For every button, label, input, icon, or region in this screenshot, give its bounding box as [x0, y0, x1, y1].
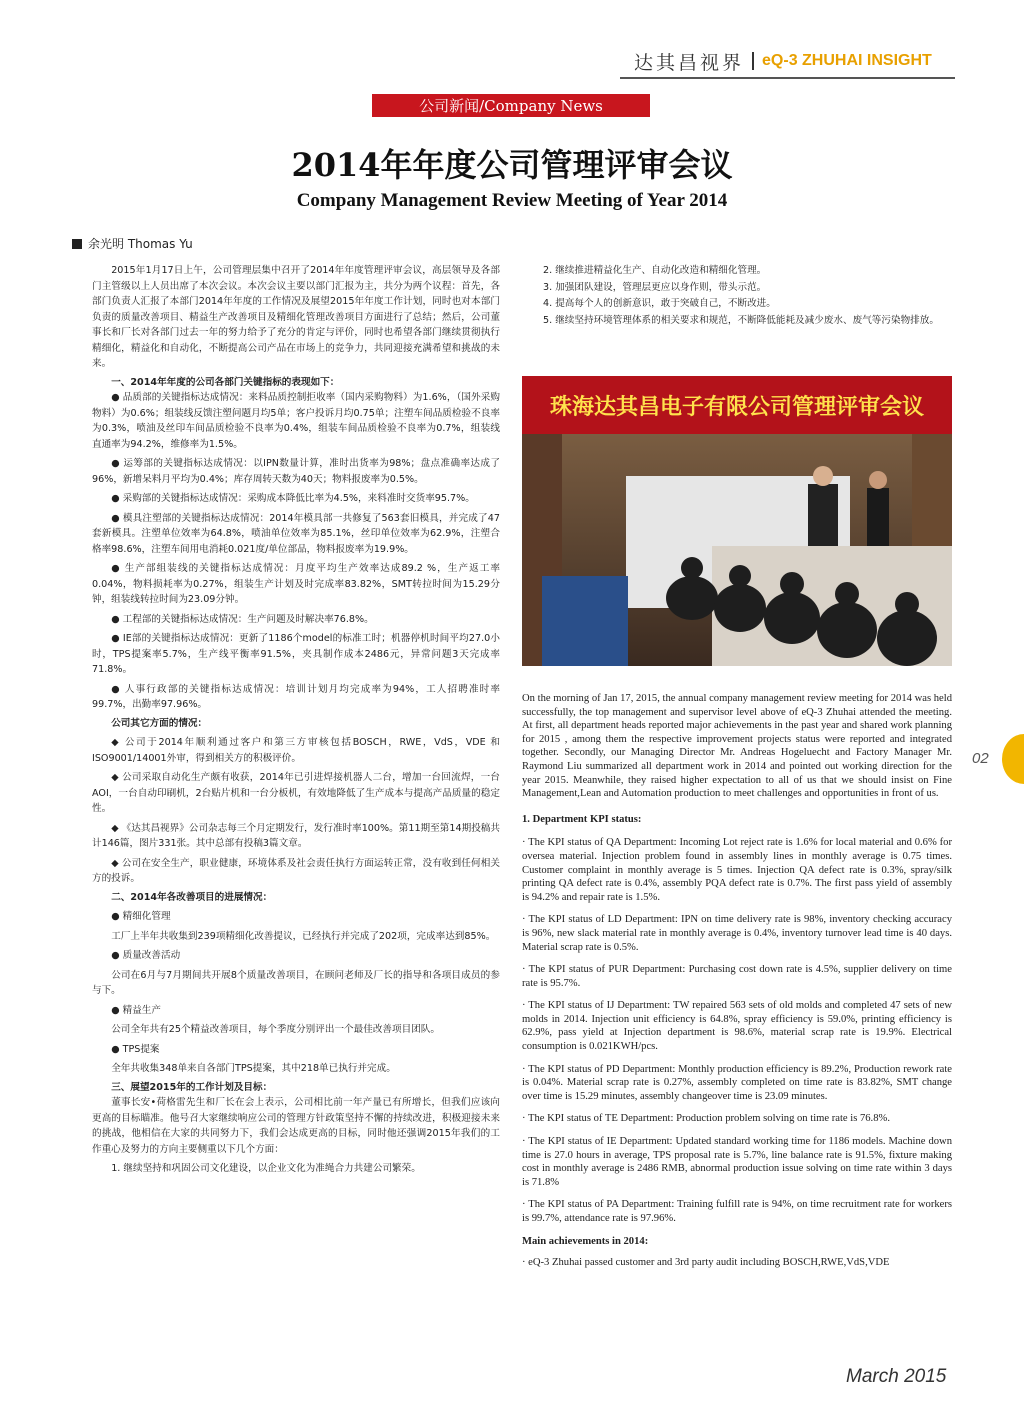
speaker-figure [867, 488, 889, 548]
author-bullet-icon [72, 239, 82, 249]
cn-plan-item: 2. 继续推进精益化生产、自动化改造和精细化管理。 [543, 265, 767, 276]
cn-paragraph: ● 品质部的关键指标达成情况：来料品质控制拒收率（国内采购物料）为1.6%，（国外采购物料）为0.6%；组装线反馈注塑问题月均5单；客户投诉月均0.75单；注塑车间品质检验不良率为0.3%，喷油及丝印车间品质检验不良率为0.4%，组装车间品质检验不良率为0.7%，组装线直通率为94.2%，维修率为1.5%。 [92, 392, 500, 450]
cn-paragraph: 1. 继续坚持和巩固公司文化建设，以企业文化为准绳合力共建公司繁荣。 [111, 1163, 421, 1174]
author-line [72, 235, 193, 252]
banner-text: 珠海达其昌电子有限公司管理评审会议 [549, 394, 925, 420]
cn-paragraph: ● 生产部组装线的关键指标达成情况：月度平均生产效率达成89.2 %，生产返工率0.04%，物料损耗率为0.27%，组装生产计划及时完成率83.82%，SMT转拉时间为15.29分钟，组装线转拉时间为23.09分钟。 [92, 563, 500, 605]
author-name: 余光明 Thomas Yu [88, 237, 193, 251]
page-tab [1002, 734, 1024, 784]
cn-paragraph: ◆ 公司在安全生产，职业健康，环境体系及社会责任执行方面运转正常，没有收到任何相关方的投诉。 [92, 857, 500, 884]
cn-paragraph: ● 工程部的关键指标达成情况：生产问题及时解决率76.8%。 [111, 613, 374, 625]
cn-paragraph: ◆ 公司采取自动化生产颇有收获，2014年已引进焊接机器人二台，增加一台回流焊，一台AOI，一台自动印刷机，2台贴片机和一台分板机，有效地降低了生产成本与提高产品质量的稳定性。 [92, 772, 500, 814]
cn-paragraph: ● 模具注塑部的关键指标达成情况：2014年模具部一共修复了563套旧模具，并完成了47套新模具。注塑单位效率为64.8%，喷油单位效率为85.1%，丝印单位效率为62.9%，注塑合格率98.6%，注塑车间用电消耗0.021度/单位部品，物料报废率为19.9%。 [92, 512, 500, 555]
left-column-cn [92, 263, 500, 1177]
cn-paragraph: ◆ 公司于2014年顺利通过客户和第三方审核包括BOSCH，RWE，VdS，VDE 和 ISO9001/14001外审，得到相关方的积极评价。 [92, 737, 500, 764]
kpi-list [522, 836, 952, 1225]
cn-paragraph: ◆ 《达其昌视界》公司杂志每三个月定期发行，发行准时率100%。第11期至第14期投稿共计146篇，图片331张。其中总部有投稿3篇文章。 [92, 822, 500, 849]
cn-paragraph: ● 运筹部的关键指标达成情况：以IPN数量计算，准时出货率为98%；盘点准确率达成了96%，新增呆料月平均为0.4%；库存周转天数为40天；物料报废率为0.5%。 [92, 458, 500, 485]
kpi-item: · The KPI status of QA Department: Incoming Lot reject rate is 1.6% for local material and 0.6% for oversea material. Injection problem found in assembly lines in monthly average is 0.75 times. Customer complaint in monthly average is 5 times. Injection QA defect rate is 0.3%, spray/silk printing QA defect rate is 0.4%, assembly PQA defect rate is 0.7%. The first pass yield of assembly is 94.2% and repair rate is 1.5%. [522, 837, 952, 903]
article-title-cn: 2014年年度公司管理评审会议 [291, 146, 733, 184]
cn-paragraph: 工厂上半年共收集到239项精细化改善提议，已经执行并完成了202项，完成率达到85%。 [111, 930, 496, 942]
masthead [634, 46, 954, 76]
cn-paragraph: 一、2014年年度的公司各部门关键指标的表现如下： [111, 376, 340, 388]
kpi-item: · The KPI status of PD Department: Monthly production efficiency is 89.2%, Production rework rate is 0.04%. Material scrap rate is 0.27%, assembly completed on time rate is 83.82%, SMT change over time is 15.29 minutes, assembly changeover time is 23.09 minutes. [522, 1063, 952, 1102]
english-intro: On the morning of Jan 17, 2015, the annual company management review meeting for 2014 was held successfully, the top management and supervisor level above of eQ-3 Zhuhai attended the meeting. At first, all department heads reported major achievements in the past year and shared work planning for 2015 , among them the respective improvement projects status were reported and integrated together. Secondly, our Managing Director Mr. Andreas Hogeluecht and Factory Manager Mr. Raymond Liu summarized all department work in 2014 and pointed out working direction for the year 2015. Meanwhile, they raised higher expectation to all of us that we should insist on Fine Management,Lean and Automation production to meet challenges and opportunities in front of us. [522, 693, 952, 800]
cn-paragraph: 全年共收集348单来自各部门TPS提案，其中218单已执行并完成。 [111, 1063, 396, 1074]
kpi-item: · The KPI status of IE Department: Updated standard working time for 1186 models. Machine down time is 27.0 hours in average, TPS proposal rate is 5.7%, line balance rate is 91.5%, fixture making cost in monthly average is 2486 RMB, abnormal production issue solving on time rate within 3 days is 71.8% [522, 1136, 952, 1188]
article-title-en: Company Management Review Meeting of Year 2014 [296, 190, 728, 211]
cn-paragraph: ● 精细化管理 [111, 911, 171, 922]
cn-plan-item: 4. 提高每个人的创新意识，敢于突破自己，不断改进。 [543, 298, 776, 309]
cn-paragraph: 董事长安•荷格雷先生和厂长在会上表示，公司相比前一年产量已有所增长，但我们应该向更高的目标瞄准。他号召大家继续响应公司的管理方针政策坚持不懈的持续改进，积极迎接未来的挑战，他相信在大家的共同努力下，我们会达成更高的目标，同时他还强调2015年我们的工作重心及努力的方向主要侧重以下几个方面： [92, 1097, 500, 1155]
cn-paragraph: ● 精益生产 [111, 1004, 161, 1016]
kpi-item: · The KPI status of PUR Department: Purchasing cost down rate is 4.5%, supplier delivery on time rate is 95.7%. [522, 964, 952, 989]
page-number: 02 [972, 750, 989, 767]
cn-paragraph: 公司在6月与7月期间共开展8个质量改善项目，在顾问老师及厂长的指导和各项目成员的参与下。 [92, 969, 500, 996]
cn-plan-item: 5. 继续坚持环境管理体系的相关要求和规范，不断降低能耗及减少废水、废气等污染物排放。 [543, 314, 939, 326]
cn-paragraph: 公司全年共有25个精益改善项目，每个季度分别评出一个最佳改善项目团队。 [111, 1024, 440, 1035]
cn-paragraph: 公司其它方面的情况： [111, 717, 208, 729]
cn-paragraph: ● TPS提案 [111, 1043, 160, 1055]
cn-paragraph: 二、2014年各改善项目的进展情况： [111, 891, 273, 903]
masthead-rule [620, 77, 955, 79]
masthead-divider [752, 52, 754, 70]
achievement-item: · eQ-3 Zhuhai passed customer and 3rd party audit including BOSCH,RWE,VdS,VDE [522, 1257, 890, 1269]
kpi-item: · The KPI status of IJ Department: TW repaired 563 sets of old molds and completed 47 sets of new molds in 2014. Injection unit efficiency is 64.8%, spray efficiency is 59.0%, printing efficiency is 62.9%, pass yield at Injection department is 98.6%, material scrap rate is 19.9%. Electrical consumption is 0.021KWH/pcs. [522, 1000, 952, 1053]
issue-date: March 2015 [846, 1366, 947, 1387]
cn-paragraph: ● 质量改善活动 [111, 950, 181, 961]
kpi-item: · The KPI status of TE Department: Production problem solving on time rate is 76.8%. [522, 1113, 890, 1125]
cn-paragraph: ● 采购部的关键指标达成情况：采购成本降低比率为4.5%，来料准时交货率95.7%。 [111, 493, 475, 504]
cn-paragraph: 三、展望2015年的工作计划及目标： [111, 1081, 273, 1093]
kpi-item: · The KPI status of LD Department: IPN on time delivery rate is 98%, inventory checking accuracy is 96%, new slack material rate in monthly average is 0.4%, inventory turnover lead time is 40 days. Material scrap rate is 0.5%. [522, 914, 952, 953]
section-tag: 公司新闻/Company News [372, 94, 650, 117]
right-column-cn [543, 263, 953, 329]
meeting-photo [522, 376, 952, 666]
cn-paragraph: ● IE部的关键指标达成情况：更新了1186个model的标准工时；机器停机时间平均27.0小时，TPS提案率5.7%，生产线平衡率91.5%，夹具制作成本2486元，异常问题3天完成率71.8%。 [92, 633, 500, 675]
brand-en: eQ-3 ZHUHAI INSIGHT [762, 52, 932, 69]
cn-paragraph: 2015年1月17日上午，公司管理层集中召开了2014年年度管理评审会议，高层领导及各部门主管级以上人员出席了本次会议。本次会议主要以部门汇报为主，共分为两个议程：首先，各部门负责人汇报了本部门2014年年度的工作情况及展望2015年年度工作计划，同时也对本部门负责的质量改善项目、精益生产改善项目及精细化管理改善项目方面进行了总结；然后，公司董事长和厂长对各部门过去一年的努力给予了充分的肯定与评价，同时也希望各部门继续贯彻执行精细化，精益化和自动化，不断提高公司产品在市场上的竞争力，共同迎接充满希望和挑战的未来。 [92, 265, 500, 369]
brand-cn: 达其昌视界 [634, 51, 745, 74]
kpi-heading: 1. Department KPI status: [522, 813, 642, 825]
cn-paragraph: ● 人事行政部的关键指标达成情况：培训计划月均完成率为94%，工人招聘准时率99.7%，出勤率97.96%。 [92, 683, 500, 710]
achievements-heading: Main achievements in 2014: [522, 1235, 649, 1247]
cn-plan-item: 3. 加强团队建设，管理层更应以身作则，带头示范。 [543, 281, 767, 293]
kpi-item: · The KPI status of PA Department: Training fulfill rate is 94%, on time recruitment rate for workers is 99.7%, attendance rate is 97.96%. [522, 1199, 952, 1224]
equipment-case [542, 576, 628, 666]
right-column-en [522, 692, 952, 1270]
meeting-photo-svg [522, 376, 952, 666]
